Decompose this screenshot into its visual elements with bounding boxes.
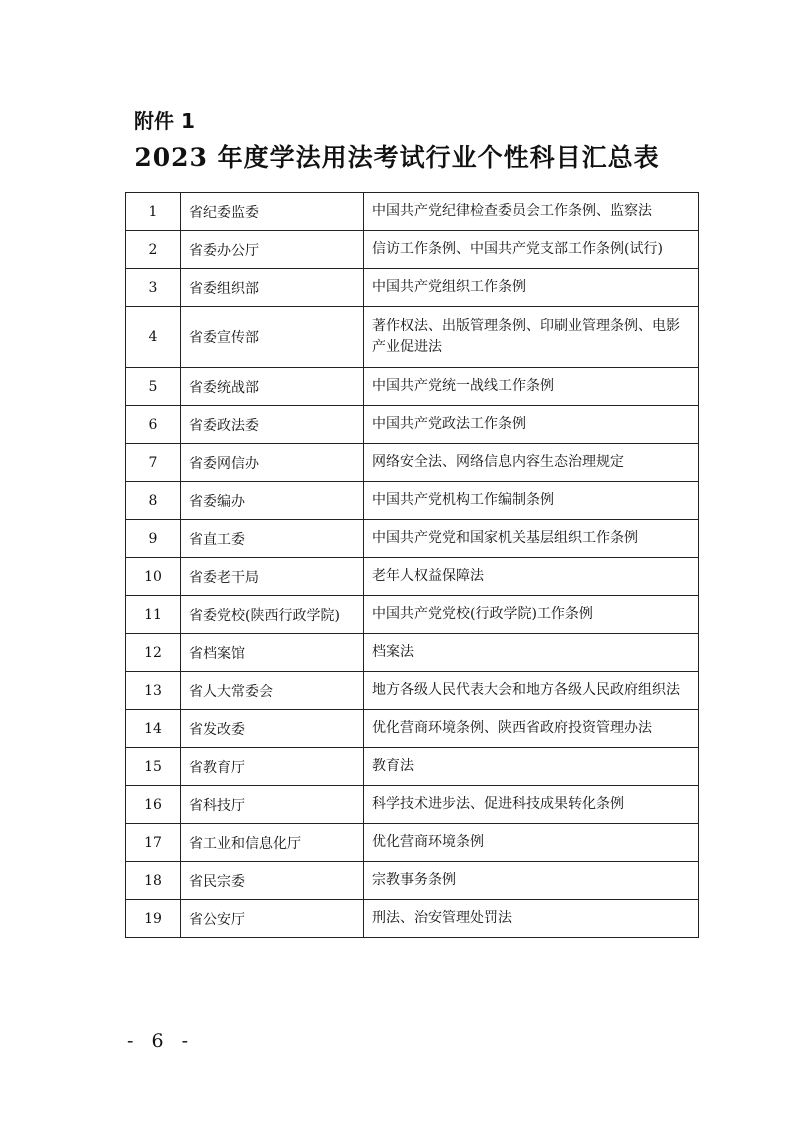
table-row [126,634,699,672]
page-number: - 6 - [127,1030,195,1052]
department-cell: 省委办公厅 [181,231,364,269]
table-row [126,786,699,824]
table-row [126,558,699,596]
row-number: 6 [126,406,181,444]
subject-cell: 优化营商环境条例 [364,824,699,862]
table-row [126,710,699,748]
subject-cell: 优化营商环境条例、陕西省政府投资管理办法 [364,710,699,748]
row-number: 13 [126,672,181,710]
subject-cell: 宗教事务条例 [364,862,699,900]
row-number: 5 [126,368,181,406]
department-cell: 省纪委监委 [181,193,364,231]
row-number: 4 [126,307,181,368]
subject-cell: 教育法 [364,748,699,786]
subject-cell: 中国共产党机构工作编制条例 [364,482,699,520]
attachment-label: 附件 1 [134,109,195,133]
table-row [126,520,699,558]
subject-cell: 地方各级人民代表大会和地方各级人民政府组织法 [364,672,699,710]
row-number: 1 [126,193,181,231]
row-number: 11 [126,596,181,634]
department-cell: 省公安厅 [181,900,364,938]
subject-cell: 著作权法、出版管理条例、印刷业管理条例、电影产业促进法 [364,307,699,368]
row-number: 17 [126,824,181,862]
row-number: 10 [126,558,181,596]
department-cell: 省教育厅 [181,748,364,786]
table-row [126,231,699,269]
subject-cell: 中国共产党组织工作条例 [364,269,699,307]
table-row [126,368,699,406]
table-row [126,900,699,938]
row-number: 19 [126,900,181,938]
subject-cell: 刑法、治安管理处罚法 [364,900,699,938]
table-row [126,748,699,786]
department-cell: 省委党校(陕西行政学院) [181,596,364,634]
row-number: 16 [126,786,181,824]
department-cell: 省工业和信息化厅 [181,824,364,862]
subject-cell: 科学技术进步法、促进科技成果转化条例 [364,786,699,824]
department-cell: 省委网信办 [181,444,364,482]
subject-cell: 中国共产党党校(行政学院)工作条例 [364,596,699,634]
subjects-table [125,192,699,938]
row-number: 7 [126,444,181,482]
row-number: 9 [126,520,181,558]
table-row [126,482,699,520]
department-cell: 省委组织部 [181,269,364,307]
row-number: 15 [126,748,181,786]
table-row [126,444,699,482]
subject-cell: 信访工作条例、中国共产党支部工作条例(试行) [364,231,699,269]
table-row [126,672,699,710]
department-cell: 省委编办 [181,482,364,520]
department-cell: 省档案馆 [181,634,364,672]
subject-cell: 档案法 [364,634,699,672]
table-row [126,193,699,231]
subject-cell: 中国共产党党和国家机关基层组织工作条例 [364,520,699,558]
table-row [126,596,699,634]
row-number: 18 [126,862,181,900]
subject-cell: 中国共产党政法工作条例 [364,406,699,444]
document-title: 2023 年度学法用法考试行业个性科目汇总表 [134,143,660,172]
table-row [126,406,699,444]
table-row [126,824,699,862]
department-cell: 省委统战部 [181,368,364,406]
department-cell: 省委政法委 [181,406,364,444]
row-number: 3 [126,269,181,307]
subject-cell: 中国共产党纪律检查委员会工作条例、监察法 [364,193,699,231]
department-cell: 省委宣传部 [181,307,364,368]
department-cell: 省直工委 [181,520,364,558]
table-row [126,862,699,900]
table-row [126,269,699,307]
subject-cell: 中国共产党统一战线工作条例 [364,368,699,406]
department-cell: 省发改委 [181,710,364,748]
department-cell: 省委老干局 [181,558,364,596]
department-cell: 省民宗委 [181,862,364,900]
row-number: 8 [126,482,181,520]
department-cell: 省科技厅 [181,786,364,824]
subject-cell: 老年人权益保障法 [364,558,699,596]
subject-cell: 网络安全法、网络信息内容生态治理规定 [364,444,699,482]
row-number: 2 [126,231,181,269]
table-row [126,307,699,368]
department-cell: 省人大常委会 [181,672,364,710]
row-number: 12 [126,634,181,672]
row-number: 14 [126,710,181,748]
